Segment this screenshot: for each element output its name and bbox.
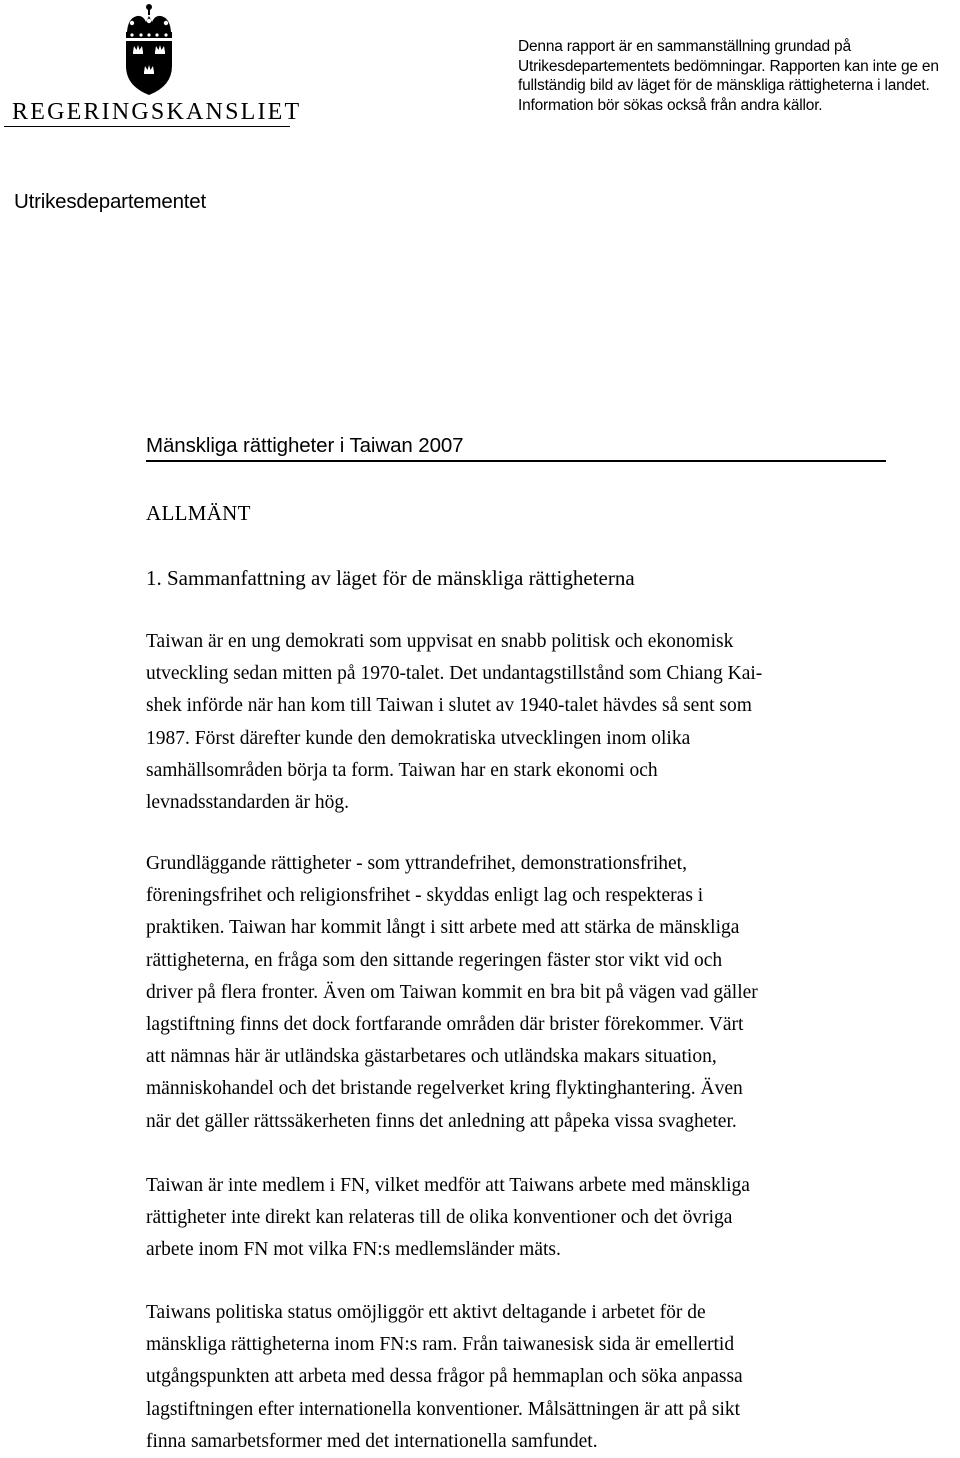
paragraph-line: praktiken. Taiwan har kommit långt i sitt arbete med att stärka de mänskliga bbox=[146, 917, 740, 939]
paragraph-un-membership bbox=[146, 1170, 886, 1267]
paragraph-line: lagstiftning finns det dock fortfarande områden där brister förekommer. Värt bbox=[146, 1014, 744, 1036]
paragraph-line: driver på flera fronter. Även om Taiwan kommit en bra bit på vägen vad gäller bbox=[146, 981, 758, 1003]
disclaimer-line: Denna rapport är en sammanställning grundad på bbox=[518, 38, 851, 55]
title-divider bbox=[146, 460, 886, 462]
disclaimer-line: Information bör sökas också från andra källor. bbox=[518, 96, 823, 114]
paragraph-line: Taiwan är inte medlem i FN, vilket medför att Taiwans arbete med mänskliga bbox=[146, 1175, 750, 1196]
report-title: Mänskliga rättigheter i Taiwan 2007 bbox=[146, 434, 464, 457]
ministry-name: Utrikesdepartementet bbox=[14, 190, 206, 213]
paragraph-line: rättigheter inte direkt kan relateras till de olika konventioner och det övriga bbox=[146, 1207, 733, 1229]
paragraph-line: shek införde när han kom till Taiwan i slutet av 1940-talet hävdes så sent som bbox=[146, 695, 752, 717]
paragraph-line: utgångspunkten att arbeta med dessa frågor på hemmaplan och söka anpassa bbox=[146, 1366, 743, 1388]
paragraph-rights bbox=[146, 848, 886, 1138]
paragraph-line: Grundläggande rättigheter - som yttrandefrihet, demonstrationsfrihet, bbox=[146, 853, 687, 874]
section-label: ALLMÄNT bbox=[146, 501, 251, 525]
paragraph-line: arbete inom FN mot vilka FN:s medlemsländer mäts. bbox=[146, 1239, 561, 1261]
logo-underline bbox=[4, 126, 290, 127]
disclaimer-line: fullständig bild av läget för de mänskliga rättigheterna i landet. bbox=[518, 77, 930, 94]
subsection-heading: 1. Sammanfattning av läget för de mänskliga rättigheterna bbox=[146, 566, 635, 590]
paragraph-line: finna samarbetsformer med det internationella samfundet. bbox=[146, 1430, 598, 1452]
paragraph-line: levnadsstandarden är hög. bbox=[146, 792, 350, 814]
disclaimer-text bbox=[518, 37, 958, 115]
paragraph-line: Taiwan är en ung demokrati som uppvisat en snabb politisk och ekonomisk bbox=[146, 631, 734, 652]
paragraph-line: 1987. Först därefter kunde den demokratiska utvecklingen inom olika bbox=[146, 727, 691, 749]
paragraph-line: lagstiftningen efter internationella konventioner. Målsättningen är att på sikt bbox=[146, 1398, 741, 1420]
paragraph-line: Taiwans politiska status omöjliggör ett aktivt deltagande i arbetet för de bbox=[146, 1302, 706, 1323]
paragraph-line: rättigheterna, en fråga som den sittande regeringen fäster stor vikt vid och bbox=[146, 949, 723, 971]
paragraph-line: föreningsfrihet och religionsfrihet - skyddas enligt lag och respekteras i bbox=[146, 885, 704, 907]
paragraph-political-status bbox=[146, 1297, 886, 1458]
paragraph-summary bbox=[146, 626, 886, 819]
coat-of-arms-icon bbox=[4, 0, 294, 100]
logo-wordmark: REGERINGSKANSLIET bbox=[12, 99, 302, 125]
paragraph-line: mänskliga rättigheterna inom FN:s ram. Från taiwanesisk sida är emellertid bbox=[146, 1334, 735, 1356]
government-logo bbox=[4, 0, 302, 130]
paragraph-line: när det gäller rättssäkerheten finns det anledning att påpeka vissa svagheter. bbox=[146, 1110, 737, 1132]
paragraph-line: att nämnas här är utländska gästarbetares och utländska makars situation, bbox=[146, 1046, 717, 1068]
paragraph-line: samhällsområden börja ta form. Taiwan har en stark ekonomi och bbox=[146, 759, 658, 781]
paragraph-line: utveckling sedan mitten på 1970-talet. Det undantagstillstånd som Chiang Kai- bbox=[146, 663, 763, 685]
paragraph-line: människohandel och det bristande regelverket kring flyktinghantering. Även bbox=[146, 1078, 743, 1100]
disclaimer-line: Utrikesdepartementets bedömningar. Rapporten kan inte ge en bbox=[518, 57, 939, 75]
